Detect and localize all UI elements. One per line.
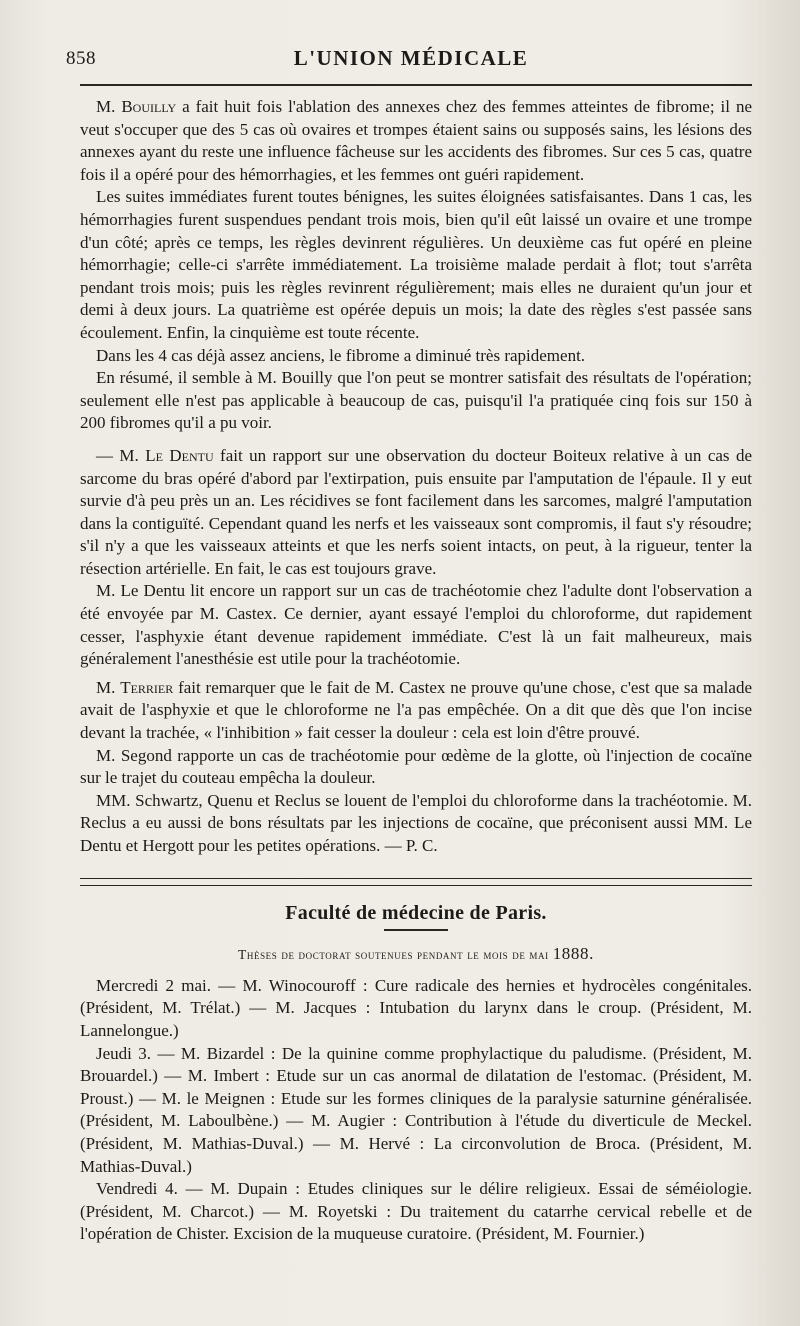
paragraph-fibrome: Dans les 4 cas déjà assez anciens, le fibrome a diminué très rapidement. <box>96 345 586 365</box>
section-divider <box>80 878 752 886</box>
paragraph-le-dentu: — M. Le Dentu fait un rapport sur une observation du docteur Boiteux relative à un cas de sarcome du bras opéré d'abord par l'extirpation, puis ensuite par l'amputation de l'épaule. Il y eut survie d'à peu près un an. Les récidives se font facilement dans les sarcomes, malgré l'amputation dans la contiguïté. Cependant quand les nerfs et les vaisseaux sont compromis, il faut s'y résoudre; s'il n'y a que les vaisseaux atteints et que les nerfs soient intacts, on peut, à la rigueur, tenter la résection artérielle. En fait, le cas est toujours grave. <box>80 445 752 578</box>
thesis-list <box>80 975 752 1246</box>
thesis-entry: Mercredi 2 mai. — M. Winocouroff : Cure radicale des hernies et hydrocèles congénitales. (Président, M. Trélat.) — M. Jacques : Intubation du larynx dans le croup. (Président, M. Lannelongue.) <box>80 975 752 1040</box>
paragraph-bouilly: M. Bouilly a fait huit fois l'ablation des annexes chez des femmes atteintes de fibrome; il ne veut s'occuper que des 5 cas où ovaires et trompes étaient sains ou supposés sains, les lésions des annexes ayant du reste une influence fâcheuse sur les accidents des fibromes. Sur ces 5 cas, quatre fois il a opéré pour des hémorrhagies, et les femmes ont guéri rapidement. <box>80 97 752 184</box>
header-rule <box>80 84 752 86</box>
paragraph-schwartz: MM. Schwartz, Quenu et Reclus se louent de l'emploi du chloroforme dans la trachéotomie. M. Reclus a eu aussi de bons résultats par les injections de cocaïne, que préconisent aussi MM. Le Dentu et Hergott pour les petites opérations. — P. C. <box>80 790 752 855</box>
thesis-entry: Jeudi 3. — M. Bizardel : De la quinine comme prophylactique du paludisme. (Président, M. Brouardel.) — M. Imbert : Etude sur un cas anormal de dilatation de l'estomac. (Président, M. Proust.) — M. le Meignen : Etude sur les formes cliniques de la paralysie saturnine généralisée. (Président, M. Laboulbène.) — M. Augier : Contribution à l'étude du diverticule de Meckel. (Président, M. Mathias-Duval.) — M. Hervé : La circonvolution de Broca. (Président, M. Mathias-Duval.) <box>80 1043 752 1176</box>
paragraph-suites: Les suites immédiates furent toutes bénignes, les suites éloignées satisfaisantes. Dans 1 cas, les hémorrhagies furent suspendues pendant trois mois, bien qu'il eût laissé un ovaire et une trompe d'un côté; après ce temps, les règles devinrent régulières. Un deuxième cas fut opéré en pleine hémorrhagie; celle-ci s'arrête immédiatement. La troisième malade perdait à flot; tout s'arrêta pendant trois mois; puis les règles revinrent régulièrement; mais elles ne duraient qu'un jour et demi à deux jours. La quatrième est opérée depuis un mois; la date des règles s'est passée sans écoulement. Enfin, la cinquième est toute récente. <box>80 187 752 342</box>
section-heading: Faculté de médecine de Paris. <box>285 901 547 924</box>
thesis-entry: Vendredi 4. — M. Dupain : Etudes cliniques sur le délire religieux. Essai de séméiologie. (Président, M. Charcot.) — M. Royetski : Du traitement du catarrhe cervical rebelle et de l'opération de Chister. Excision de la muqueuse curatoire. (Président, M. Fournier.) <box>80 1179 752 1244</box>
paragraph-terrier: M. Terrier fait remarquer que le fait de M. Castex ne prouve qu'une chose, c'est que sa malade avait de l'asphyxie et que le chloroforme ne l'a pas empêchée. On a dit que dès que l'on incise devant la trachée, « l'inhibition » fait cesser la douleur : cela est loin d'être prouvé. <box>80 677 752 743</box>
section-subheading: Thèses de doctorat soutenues pendant le mois de mai 1888. <box>238 944 594 964</box>
article-body <box>80 96 752 1246</box>
running-title: L'UNION MÉDICALE <box>293 46 529 70</box>
paragraph-resume: En résumé, il semble à M. Bouilly que l'on peut se montrer satisfait des résultats de l'opération; seulement elle n'est pas applicable à beaucoup de cas, puisqu'il l'a pratiquée cinq fois sur 150 à 200 fibromes qu'il a pu voir. <box>80 368 752 433</box>
paragraph-tracheotomie: M. Le Dentu lit encore un rapport sur un cas de trachéotomie chez l'adulte dont l'observation a été envoyée par M. Castex. Ce dernier, ayant essayé l'emploi du chloroforme, dut rapidement cesser, l'asphyxie étant devenue rapidement immédiate. C'est là un fait malheureux, mais généralement l'anesthésie est utile pour la trachéotomie. <box>80 581 752 669</box>
page-header <box>66 44 756 74</box>
page-number: 858 <box>66 48 96 69</box>
heading-rule <box>384 929 448 931</box>
paragraph-segond: M. Segond rapporte un cas de trachéotomie pour œdème de la glotte, où l'injection de cocaïne sur le trajet du couteau empêcha la douleur. <box>80 745 752 788</box>
